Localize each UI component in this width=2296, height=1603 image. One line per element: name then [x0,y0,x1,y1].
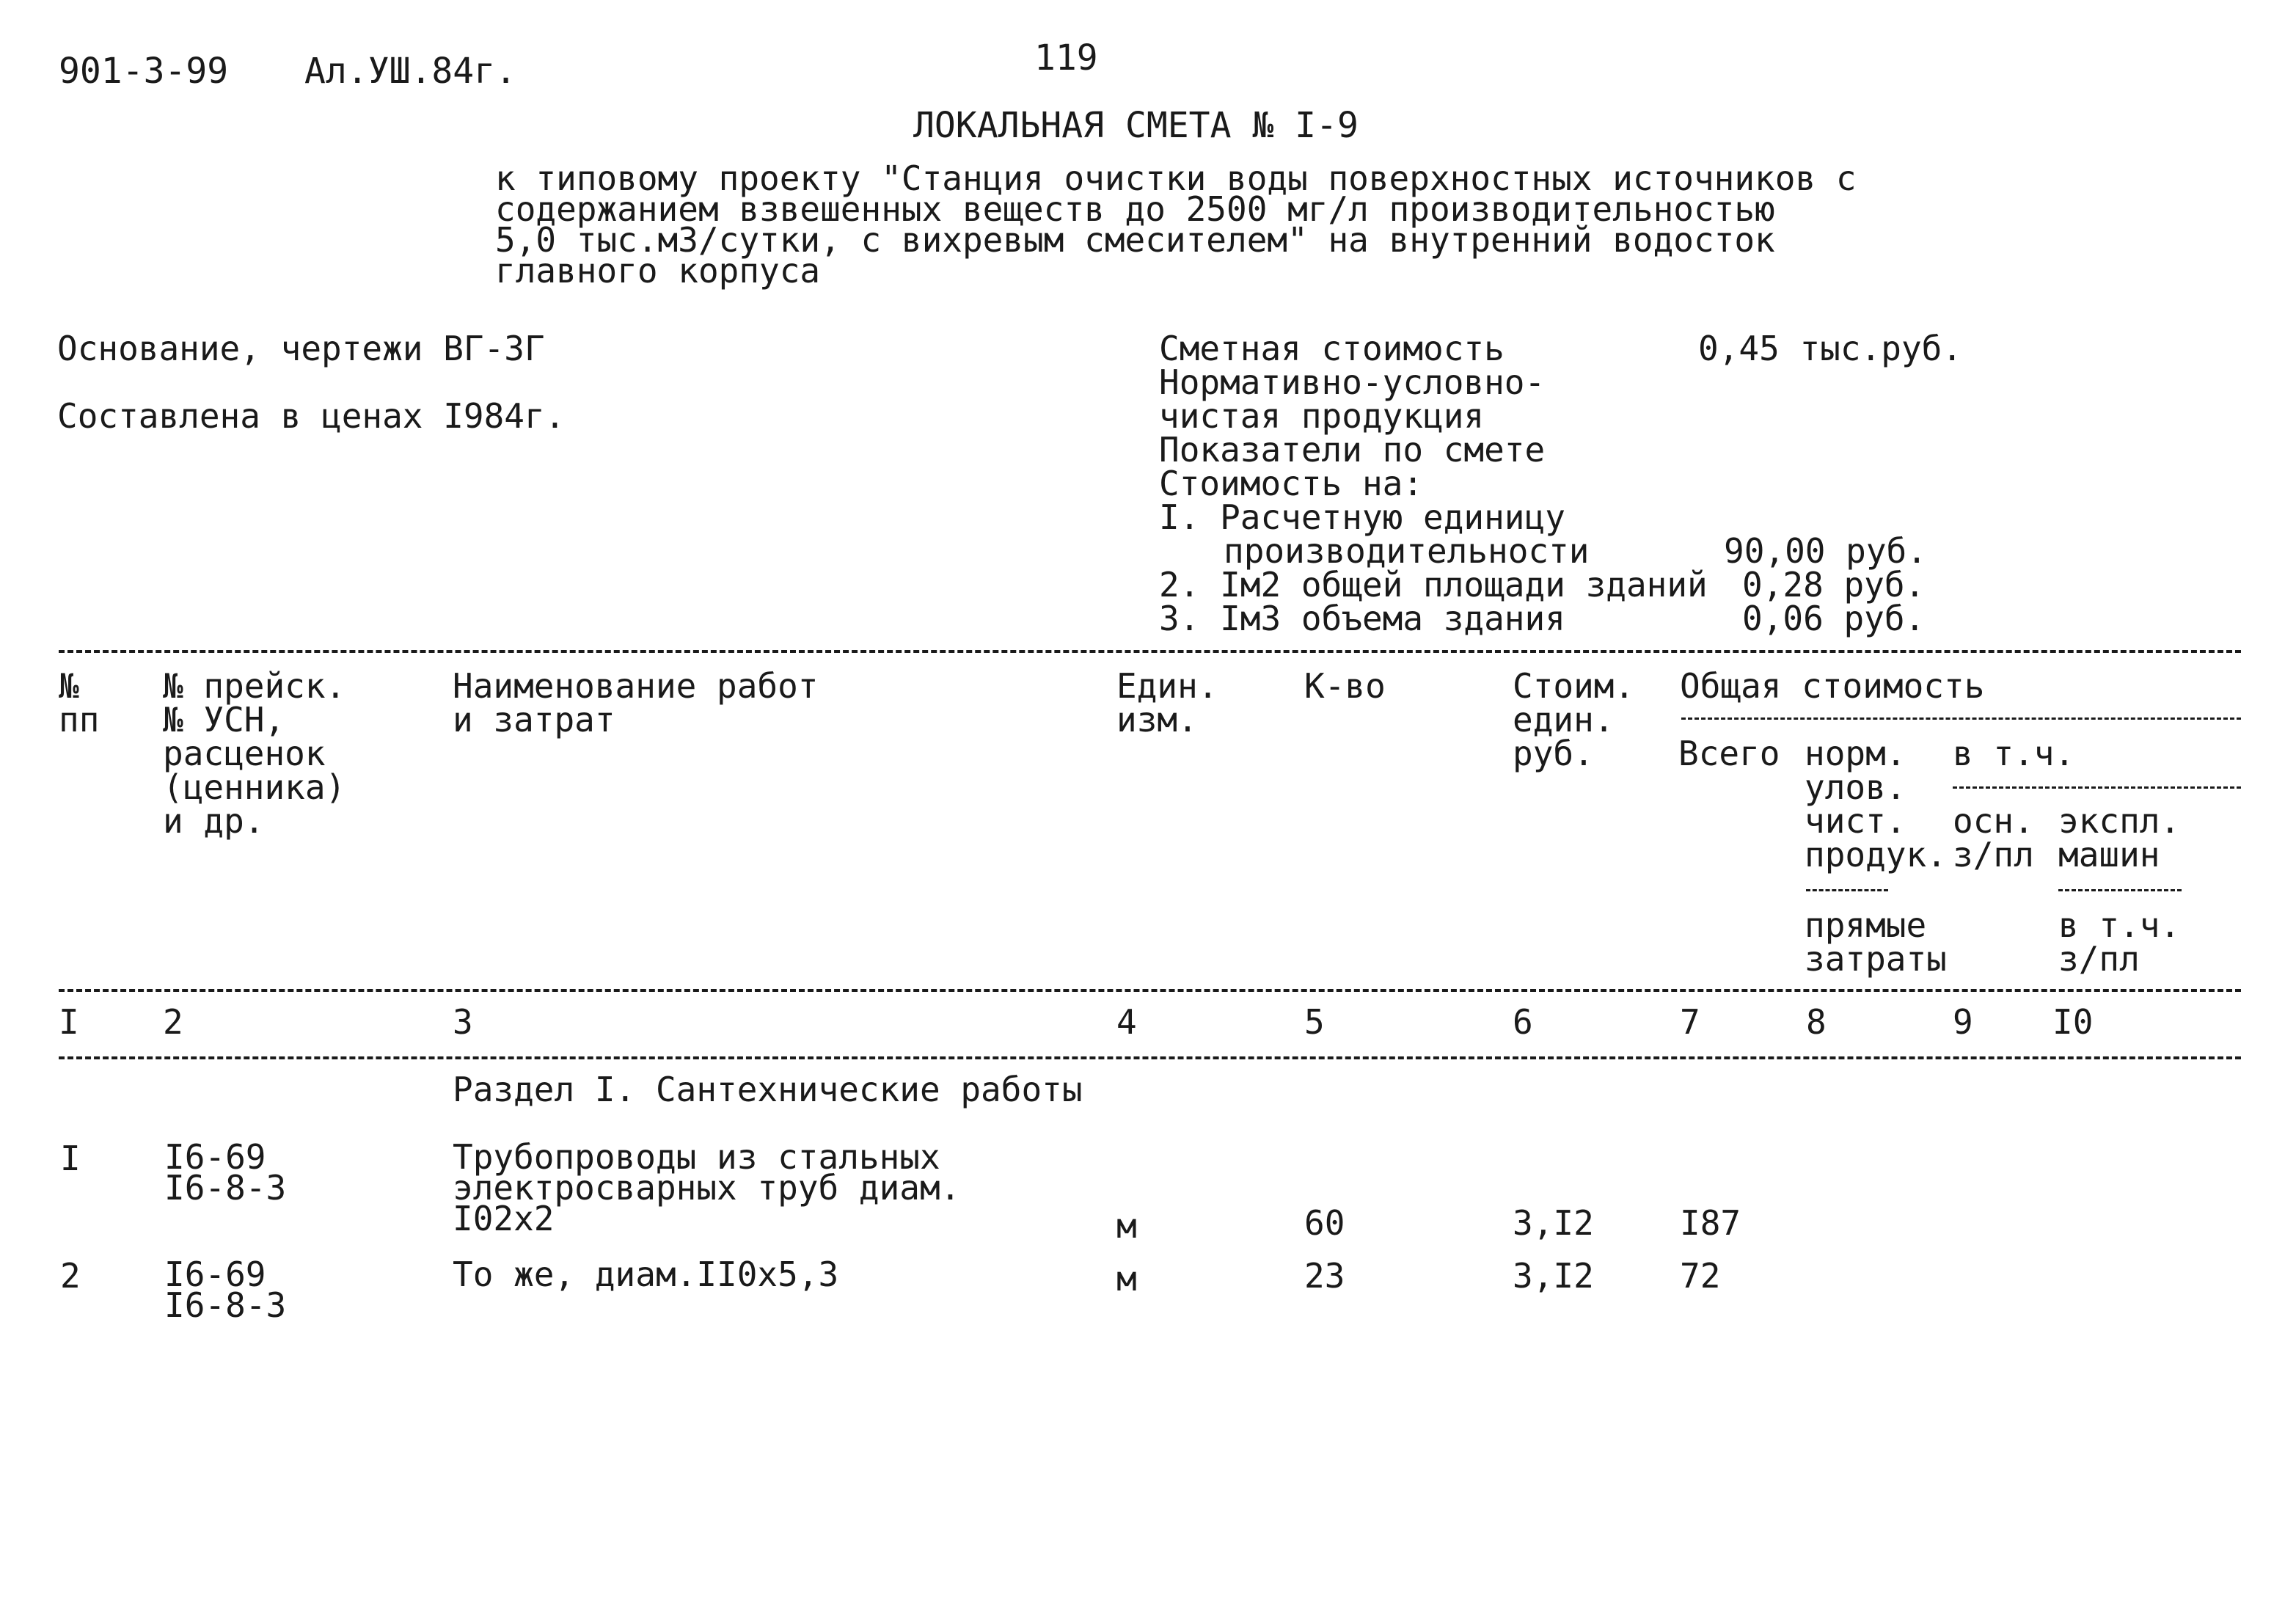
header-col-5: К-во [1304,666,1386,706]
col-number: 5 [1304,1002,1325,1042]
album-reference: Ал.УШ.84г. [304,51,516,92]
row-name: То же, диам.II0x5,3 [453,1255,839,1294]
header-col-1: № пп [59,666,100,740]
section-title: Раздел I. Сантехнические работы [453,1070,1083,1109]
estimated-cost-label: Сметная стоимость [1159,329,1505,368]
row-unit-price: 3,I2 [1513,1256,1594,1296]
header-col-9: осн. з/пл [1953,801,2034,874]
col-number: 3 [453,1002,473,1042]
project-code: 901-3-99 [59,51,229,92]
row-codes: I6-69 I6-8-3 [164,1255,287,1325]
unit-cost-label: I. Расчетную единицу [1159,497,1565,537]
normative-production-label: чистая продукция [1159,396,1485,436]
volume-cost-value: 0,06 руб. [1742,599,1926,638]
subtitle-line: главного корпуса [495,251,821,291]
row-total: I87 [1680,1203,1741,1243]
estimated-cost-value: 0,45 тыс.руб. [1698,329,1963,368]
col-number: 8 [1806,1002,1827,1042]
row-quantity: 60 [1304,1203,1345,1243]
row-number: I [60,1139,81,1178]
row-codes: I6-69 I6-8-3 [164,1137,287,1208]
col-number: 9 [1953,1002,1973,1042]
subtitle-line: содержанием взвешенных веществ до 2500 мг/л производительностью [495,189,1775,229]
row-unit: м [1116,1259,1137,1299]
header-col-8: норм. улов. чист. продук. [1805,734,1947,874]
table-top-rule [59,650,2241,653]
header-rule-including [1953,786,2241,789]
indicators-label: Показатели по смете [1159,430,1546,470]
document-subtitle [495,158,1857,291]
area-cost-label: 2. Iм2 общей площади зданий [1159,565,1708,605]
row-unit: м [1116,1206,1137,1246]
page-number: 119 [1034,37,1098,78]
header-col-4: Един. изм. [1116,666,1218,740]
header-incl-wages: в т.ч. з/пл [2058,905,2181,979]
basis-drawings: Основание, чертежи ВГ-3Г [57,329,545,368]
header-total-cost: Общая стоимость [1680,666,1985,706]
row-quantity: 23 [1304,1256,1345,1296]
area-cost-value: 0,28 руб. [1742,565,1926,605]
row-number: 2 [60,1256,81,1296]
col-number: 6 [1513,1002,1533,1042]
col-number: I [59,1002,79,1042]
row-total: 72 [1680,1256,1721,1296]
subtitle-line: к типовому проекту "Станция очистки воды поверхностных источников с [495,158,1857,198]
prices-year: Составлена в ценах I984г. [57,396,566,436]
header-rule-total [1681,717,2241,720]
header-col-10: экспл. машин [2058,801,2181,874]
volume-cost-label: 3. Iм3 объема здания [1159,599,1565,638]
document-title: ЛОКАЛЬНАЯ СМЕТА № I-9 [913,105,1359,146]
row-unit-price: 3,I2 [1513,1203,1594,1243]
header-col-6: Стоим. един. руб. [1513,666,1635,773]
header-including: в т.ч. [1953,734,2075,773]
header-col-3: Наименование работ и затрат [453,666,819,740]
row-name: Трубопроводы из стальных электросварных труб диам. I02x2 [453,1137,961,1238]
header-col-7: Всего [1678,734,1780,773]
col-number: 7 [1680,1002,1700,1042]
col-numbers-top-rule [59,989,2241,992]
col-number: I0 [2052,1002,2094,1042]
subtitle-line: 5,0 тыс.м3/сутки, с вихревым смесителем" на внутренний водосток [495,220,1775,260]
unit-cost-value: 90,00 руб. [1724,531,1927,571]
col-numbers-bottom-rule [59,1056,2241,1059]
header-rule-direct [1806,889,1888,891]
header-rule-incl-zpl [2058,889,2182,891]
col-number: 4 [1116,1002,1137,1042]
col-number: 2 [163,1002,183,1042]
cost-on-label: Стоимость на: [1159,464,1424,503]
header-direct-costs: прямые затраты [1805,905,1947,979]
normative-production-label: Нормативно-условно- [1159,362,1546,402]
unit-cost-label: производительности [1224,531,1590,571]
header-col-2: № прейск. № УСН, расценок (ценника) и др. [163,666,346,841]
